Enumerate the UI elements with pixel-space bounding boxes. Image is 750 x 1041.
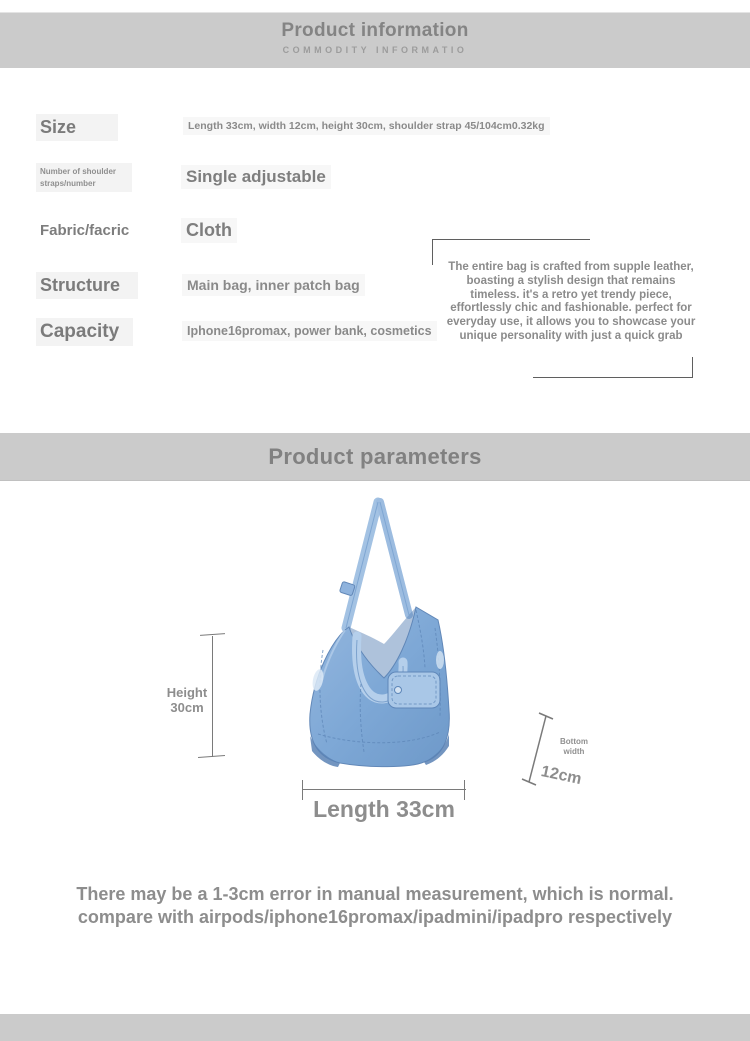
spec-label-capacity: Capacity xyxy=(36,318,133,346)
bottom-width-label: Bottom width xyxy=(560,737,588,757)
length-label: Length 33cm xyxy=(313,796,455,822)
denim-bag-image xyxy=(288,488,472,780)
spec-label-straps: Number of shoulder straps/number xyxy=(36,163,132,192)
section-subtitle: COMMODITY INFORMATIO xyxy=(282,45,468,55)
section-title: Product information xyxy=(281,20,469,41)
bracket-bottom-right xyxy=(533,357,693,378)
spec-value-straps: Single adjustable xyxy=(181,165,331,189)
spec-value-size: Length 33cm, width 12cm, height 30cm, shoulder strap 45/104cm0.32kg xyxy=(183,117,550,135)
length-dimension-line xyxy=(302,789,466,790)
next-section-banner-edge xyxy=(0,1014,750,1041)
product-description: The entire bag is crafted from supple leather, boasting a stylish design that remains timeless. it's a retro yet trendy piece, effortlessly chic and fashionable. perfect for everyday use, it allows you to showcase your unique personality with just a quick grab xyxy=(446,261,696,342)
product-parameters-banner xyxy=(0,433,750,481)
spec-value-capacity: Iphone16promax, power bank, cosmetics xyxy=(182,321,437,341)
bottom-width-value: 12cm xyxy=(539,763,584,789)
spec-label-structure: Structure xyxy=(36,272,138,299)
height-label: Height 30cm xyxy=(166,685,208,715)
spec-label-size: Size xyxy=(36,114,118,141)
spec-value-structure: Main bag, inner patch bag xyxy=(182,274,365,296)
product-information-banner xyxy=(0,12,750,68)
spec-label-fabric: Fabric/facric xyxy=(40,222,130,239)
disclaimer-line-2: compare with airpods/iphone16promax/ipadmini/ipadpro respectively xyxy=(77,907,673,928)
parameters-title: Product parameters xyxy=(268,443,482,469)
measurement-disclaimer xyxy=(0,883,750,929)
spec-value-fabric: Cloth xyxy=(181,218,237,243)
disclaimer-line-1: There may be a 1-3cm error in manual measurement, which is normal. xyxy=(76,884,674,904)
height-dimension-cap-bottom xyxy=(198,755,225,758)
